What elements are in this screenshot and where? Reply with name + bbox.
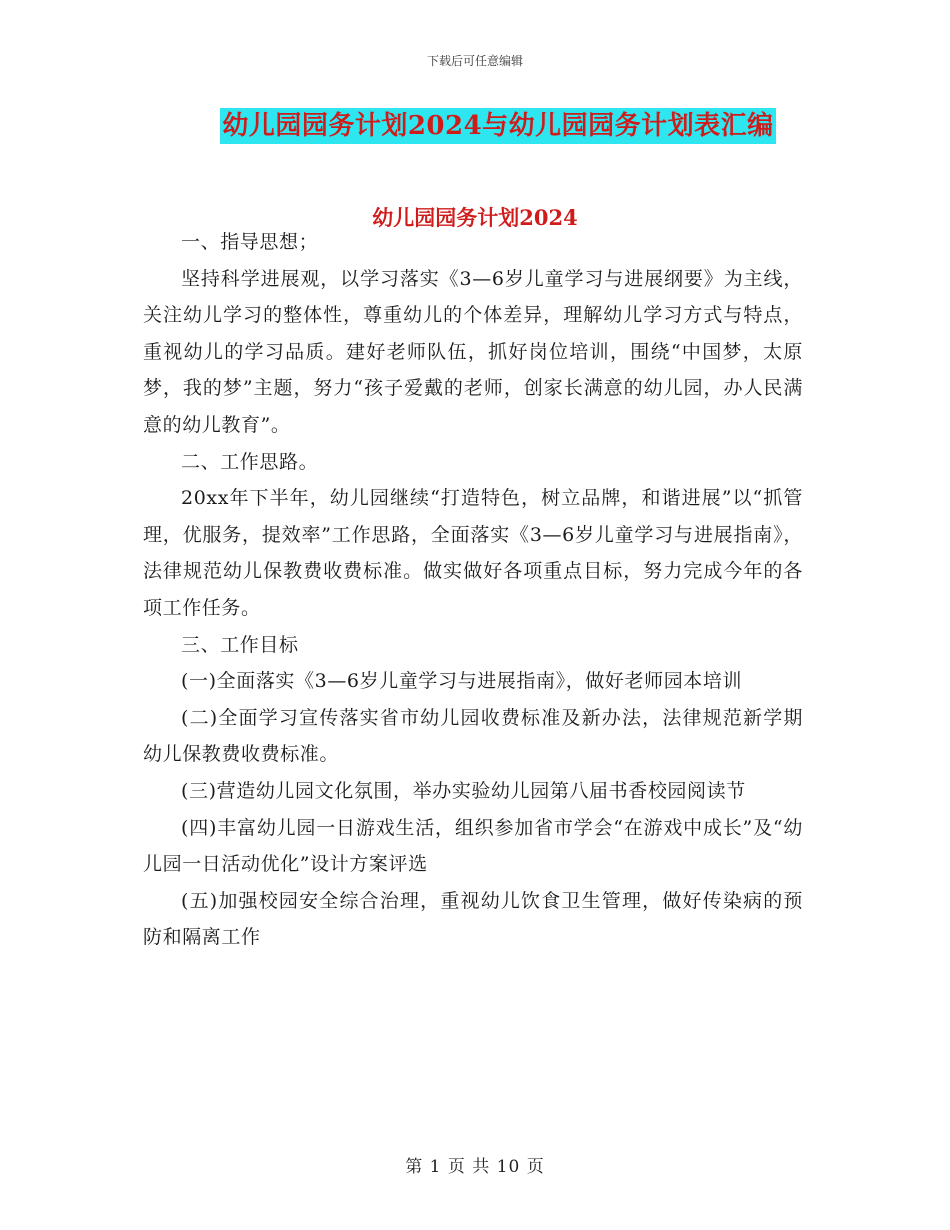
document-body (143, 224, 803, 956)
heading-work-goals: 三、工作目标 (181, 633, 299, 656)
goal-item-2: (二)全面学习宣传落实省市幼儿园收费标准及新办法，法律规范新学期幼儿保教费收费标准。 (143, 706, 803, 766)
heading-work-approach: 二、工作思路。 (181, 450, 319, 473)
goal-item-4: (四)丰富幼儿园一日游戏生活，组织参加省市学会“在游戏中成长”及“幼儿园一日活动优化”设计方案评选 (143, 816, 803, 876)
goal-item-3: (三)营造幼儿园文化氛围，举办实验幼儿园第八届书香校园阅读节 (181, 779, 746, 802)
goal-item-5: (五)加强校园安全综合治理，重视幼儿饮食卫生管理，做好传染病的预防和隔离工作 (143, 889, 803, 949)
goal-item-1: (一)全面落实《3—6岁儿童学习与进展指南》，做好老师园本培训 (181, 670, 743, 693)
page-header-note: 下载后可任意编辑 (426, 54, 523, 68)
document-title-text: 幼儿园园务计划2024与幼儿园园务计划表汇编 (220, 108, 775, 144)
paragraph-guiding-thought: 坚持科学进展观，以学习落实《3—6岁儿童学习与进展纲要》为主线，关注幼儿学习的整体性，尊重幼儿的个体差异，理解幼儿学习方式与特点，重视幼儿的学习品质。建好老师队伍，抓好岗位培训，围绕“中国梦，太原梦，我的梦”主题，努力“孩子爱戴的老师，创家长满意的幼儿园，办人民满意的幼儿教育”。 (143, 267, 803, 436)
paragraph-work-approach: 20xx年下半年，幼儿园继续“打造特色，树立品牌，和谐进展”以“抓管理，优服务，提效率”工作思路，全面落实《3—6岁儿童学习与进展指南》，法律规范幼儿保教费收费标准。做实做好各项重点目标，努力完成今年的各项工作任务。 (143, 487, 803, 619)
document-title (0, 108, 950, 144)
section-title: 幼儿园园务计划2024 (372, 205, 578, 230)
page-number-footer: 第 1 页 共 10 页 (405, 1157, 545, 1177)
heading-guiding-thought: 一、指导思想； (181, 231, 319, 253)
